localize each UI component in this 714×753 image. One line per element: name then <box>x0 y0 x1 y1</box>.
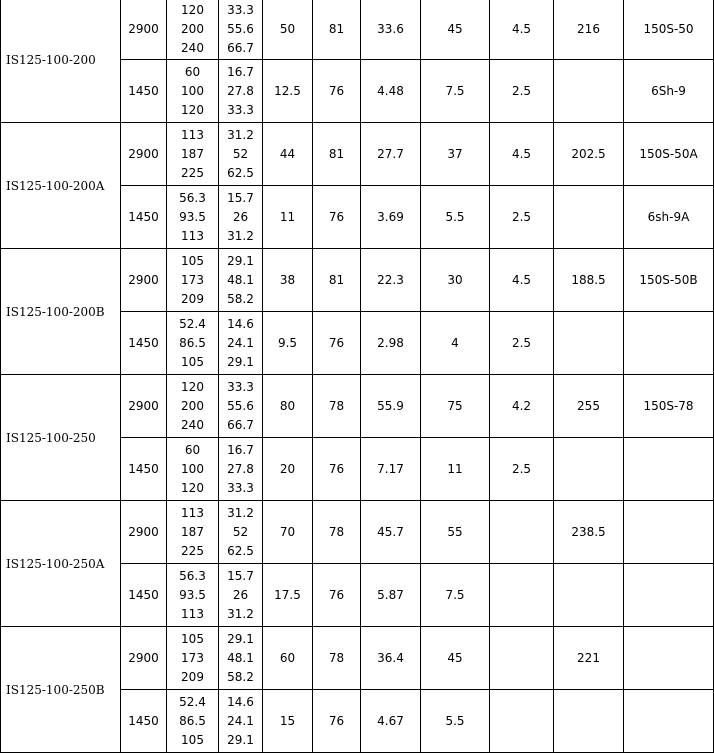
flow-m3h-value: 100 <box>181 83 204 98</box>
flow-m3h-value: 52.4 <box>179 316 206 331</box>
flow-ls-value: 52 <box>232 146 249 161</box>
flow-m3h-value: 200 <box>181 398 204 413</box>
motor-power-cell: 37 <box>421 123 490 186</box>
model-name: IS125-100-250 <box>6 430 96 445</box>
npshr-cell: 4.5 <box>490 249 554 312</box>
weight-cell <box>554 186 624 249</box>
shaft-power-cell: 55.9 <box>361 375 421 438</box>
shaft-power-cell: 45.7 <box>361 501 421 564</box>
flow-m3h-cell <box>167 375 219 438</box>
efficiency-cell: 81 <box>313 123 361 186</box>
motor-power-cell: 45 <box>421 627 490 690</box>
flow-m3h-value: 100 <box>181 461 204 476</box>
flow-ls-value: 66.7 <box>227 418 254 433</box>
flow-m3h-cell <box>167 123 219 186</box>
flow-m3h-cell <box>167 438 219 501</box>
weight-cell <box>554 690 624 753</box>
flow-m3h-cell <box>167 60 219 123</box>
shaft-power-cell: 7.17 <box>361 438 421 501</box>
flow-m3h-value: 86.5 <box>179 713 206 728</box>
head-cell: 15 <box>263 690 313 753</box>
flow-m3h-value: 240 <box>181 40 204 55</box>
npshr-cell <box>490 501 554 564</box>
flow-m3h-cell <box>167 186 219 249</box>
replaces-cell <box>624 312 714 375</box>
motor-power-cell: 75 <box>421 375 490 438</box>
motor-power-cell: 5.5 <box>421 186 490 249</box>
flow-m3h-value: 60 <box>184 64 201 79</box>
flow-ls-value: 52 <box>232 524 249 539</box>
flow-m3h-value: 120 <box>181 481 204 496</box>
motor-power-cell: 11 <box>421 438 490 501</box>
flow-m3h-value: 173 <box>181 272 204 287</box>
head-cell: 80 <box>263 375 313 438</box>
flow-ls-value: 33.3 <box>227 103 254 118</box>
efficiency-cell: 76 <box>313 564 361 627</box>
flow-ls-value: 62.5 <box>227 544 254 559</box>
shaft-power-cell: 33.6 <box>361 0 421 60</box>
efficiency-cell: 81 <box>313 249 361 312</box>
weight-cell: 238.5 <box>554 501 624 564</box>
efficiency-cell: 78 <box>313 501 361 564</box>
speed-cell: 2900 <box>121 0 167 60</box>
flow-m3h-value: 113 <box>181 229 204 244</box>
flow-ls-value: 26 <box>232 587 249 602</box>
head-cell: 11 <box>263 186 313 249</box>
speed-cell: 1450 <box>121 438 167 501</box>
flow-ls-value: 66.7 <box>227 40 254 55</box>
flow-ls-cell <box>219 690 263 753</box>
model-name: IS125-100-250A <box>6 556 105 571</box>
speed-cell: 1450 <box>121 690 167 753</box>
flow-ls-value: 55.6 <box>227 21 254 36</box>
motor-power-cell: 45 <box>421 0 490 60</box>
npshr-cell: 2.5 <box>490 186 554 249</box>
flow-ls-value: 24.1 <box>227 713 254 728</box>
flow-m3h-value: 225 <box>181 544 204 559</box>
model-cell <box>0 501 121 627</box>
flow-ls-value: 26 <box>232 209 249 224</box>
head-cell: 17.5 <box>263 564 313 627</box>
model-name: IS125-100-200B <box>6 304 105 319</box>
weight-cell: 221 <box>554 627 624 690</box>
npshr-cell: 2.5 <box>490 438 554 501</box>
model-name: IS125-100-250B <box>6 682 105 697</box>
flow-m3h-value: 56.3 <box>179 190 206 205</box>
head-cell: 60 <box>263 627 313 690</box>
flow-m3h-value: 56.3 <box>179 568 206 583</box>
speed-cell: 2900 <box>121 627 167 690</box>
flow-ls-value: 15.7 <box>227 568 254 583</box>
flow-ls-cell <box>219 501 263 564</box>
replaces-cell <box>624 627 714 690</box>
efficiency-cell: 76 <box>313 438 361 501</box>
flow-m3h-value: 93.5 <box>179 587 206 602</box>
flow-ls-cell <box>219 627 263 690</box>
flow-ls-cell <box>219 60 263 123</box>
efficiency-cell: 76 <box>313 60 361 123</box>
flow-ls-value: 29.1 <box>227 355 254 370</box>
speed-cell: 1450 <box>121 564 167 627</box>
shaft-power-cell: 36.4 <box>361 627 421 690</box>
flow-ls-value: 31.2 <box>227 229 254 244</box>
weight-cell <box>554 564 624 627</box>
replaces-cell: 6sh-9A <box>624 186 714 249</box>
speed-cell: 2900 <box>121 375 167 438</box>
flow-m3h-cell <box>167 564 219 627</box>
motor-power-cell: 55 <box>421 501 490 564</box>
npshr-cell: 2.5 <box>490 312 554 375</box>
flow-m3h-value: 60 <box>184 442 201 457</box>
shaft-power-cell: 2.98 <box>361 312 421 375</box>
flow-m3h-value: 105 <box>181 355 204 370</box>
flow-m3h-cell <box>167 312 219 375</box>
flow-ls-value: 27.8 <box>227 461 254 476</box>
flow-m3h-value: 120 <box>181 2 204 17</box>
head-cell: 12.5 <box>263 60 313 123</box>
model-name: IS125-100-200 <box>6 53 96 67</box>
motor-power-cell: 30 <box>421 249 490 312</box>
flow-m3h-value: 120 <box>181 379 204 394</box>
flow-m3h-value: 105 <box>181 631 204 646</box>
flow-m3h-cell <box>167 249 219 312</box>
weight-cell <box>554 438 624 501</box>
flow-m3h-value: 113 <box>181 127 204 142</box>
flow-m3h-value: 225 <box>181 166 204 181</box>
model-name: IS125-100-200A <box>6 178 105 193</box>
speed-cell: 2900 <box>121 123 167 186</box>
efficiency-cell: 81 <box>313 0 361 60</box>
head-cell: 70 <box>263 501 313 564</box>
npshr-cell: 4.5 <box>490 123 554 186</box>
flow-ls-value: 48.1 <box>227 650 254 665</box>
speed-cell: 2900 <box>121 501 167 564</box>
flow-m3h-value: 52.4 <box>179 694 206 709</box>
flow-ls-cell <box>219 186 263 249</box>
motor-power-cell: 5.5 <box>421 690 490 753</box>
replaces-cell <box>624 690 714 753</box>
npshr-cell: 2.5 <box>490 60 554 123</box>
weight-cell: 255 <box>554 375 624 438</box>
flow-ls-cell <box>219 123 263 186</box>
flow-m3h-value: 93.5 <box>179 209 206 224</box>
flow-m3h-value: 86.5 <box>179 335 206 350</box>
flow-ls-value: 31.2 <box>227 505 254 520</box>
flow-ls-value: 15.7 <box>227 190 254 205</box>
flow-ls-value: 29.1 <box>227 733 254 748</box>
flow-ls-value: 33.3 <box>227 2 254 17</box>
speed-cell: 1450 <box>121 312 167 375</box>
replaces-cell: 150S-50 <box>624 0 714 60</box>
replaces-cell: 150S-50A <box>624 123 714 186</box>
flow-m3h-cell <box>167 0 219 60</box>
flow-ls-value: 58.2 <box>227 292 254 307</box>
flow-ls-value: 48.1 <box>227 272 254 287</box>
replaces-cell: 150S-78 <box>624 375 714 438</box>
flow-ls-cell <box>219 312 263 375</box>
flow-m3h-value: 240 <box>181 418 204 433</box>
flow-ls-cell <box>219 438 263 501</box>
flow-ls-value: 29.1 <box>227 631 254 646</box>
shaft-power-cell: 4.67 <box>361 690 421 753</box>
flow-m3h-cell <box>167 501 219 564</box>
model-cell <box>0 123 121 249</box>
shaft-power-cell: 27.7 <box>361 123 421 186</box>
flow-ls-cell <box>219 0 263 60</box>
efficiency-cell: 78 <box>313 627 361 690</box>
flow-ls-value: 14.6 <box>227 316 254 331</box>
speed-cell: 1450 <box>121 186 167 249</box>
flow-m3h-value: 105 <box>181 253 204 268</box>
weight-cell: 202.5 <box>554 123 624 186</box>
flow-m3h-cell <box>167 690 219 753</box>
flow-m3h-value: 187 <box>181 524 204 539</box>
flow-ls-cell <box>219 564 263 627</box>
speed-cell: 1450 <box>121 60 167 123</box>
shaft-power-cell: 22.3 <box>361 249 421 312</box>
weight-cell <box>554 60 624 123</box>
head-cell: 50 <box>263 0 313 60</box>
flow-ls-value: 58.2 <box>227 670 254 685</box>
replaces-cell: 150S-50B <box>624 249 714 312</box>
replaces-cell <box>624 501 714 564</box>
flow-ls-cell <box>219 375 263 438</box>
npshr-cell: 4.5 <box>490 0 554 60</box>
flow-m3h-value: 173 <box>181 650 204 665</box>
head-cell: 44 <box>263 123 313 186</box>
motor-power-cell: 4 <box>421 312 490 375</box>
flow-ls-value: 27.8 <box>227 83 254 98</box>
npshr-cell: 4.2 <box>490 375 554 438</box>
flow-m3h-value: 120 <box>181 103 204 118</box>
replaces-cell <box>624 438 714 501</box>
flow-m3h-value: 105 <box>181 733 204 748</box>
replaces-cell: 6Sh-9 <box>624 60 714 123</box>
flow-ls-value: 31.2 <box>227 127 254 142</box>
shaft-power-cell: 4.48 <box>361 60 421 123</box>
flow-ls-value: 16.7 <box>227 442 254 457</box>
motor-power-cell: 7.5 <box>421 564 490 627</box>
flow-ls-value: 31.2 <box>227 607 254 622</box>
flow-m3h-value: 113 <box>181 505 204 520</box>
head-cell: 9.5 <box>263 312 313 375</box>
flow-m3h-value: 200 <box>181 21 204 36</box>
flow-ls-value: 16.7 <box>227 64 254 79</box>
speed-cell: 2900 <box>121 249 167 312</box>
flow-m3h-value: 113 <box>181 607 204 622</box>
flow-ls-value: 33.3 <box>227 379 254 394</box>
efficiency-cell: 78 <box>313 375 361 438</box>
npshr-cell <box>490 627 554 690</box>
head-cell: 38 <box>263 249 313 312</box>
flow-ls-value: 33.3 <box>227 481 254 496</box>
weight-cell: 216 <box>554 0 624 60</box>
model-cell <box>0 375 121 501</box>
shaft-power-cell: 3.69 <box>361 186 421 249</box>
efficiency-cell: 76 <box>313 186 361 249</box>
npshr-cell <box>490 564 554 627</box>
flow-ls-value: 55.6 <box>227 398 254 413</box>
replaces-cell <box>624 564 714 627</box>
flow-ls-value: 62.5 <box>227 166 254 181</box>
flow-ls-value: 24.1 <box>227 335 254 350</box>
model-cell <box>0 0 121 123</box>
weight-cell: 188.5 <box>554 249 624 312</box>
head-cell: 20 <box>263 438 313 501</box>
flow-m3h-value: 209 <box>181 670 204 685</box>
flow-m3h-cell <box>167 627 219 690</box>
shaft-power-cell: 5.87 <box>361 564 421 627</box>
flow-m3h-value: 187 <box>181 146 204 161</box>
model-cell <box>0 249 121 375</box>
flow-ls-cell <box>219 249 263 312</box>
npshr-cell <box>490 690 554 753</box>
flow-ls-value: 14.6 <box>227 694 254 709</box>
efficiency-cell: 76 <box>313 312 361 375</box>
weight-cell <box>554 312 624 375</box>
flow-m3h-value: 209 <box>181 292 204 307</box>
model-cell <box>0 627 121 753</box>
efficiency-cell: 76 <box>313 690 361 753</box>
flow-ls-value: 29.1 <box>227 253 254 268</box>
motor-power-cell: 7.5 <box>421 60 490 123</box>
